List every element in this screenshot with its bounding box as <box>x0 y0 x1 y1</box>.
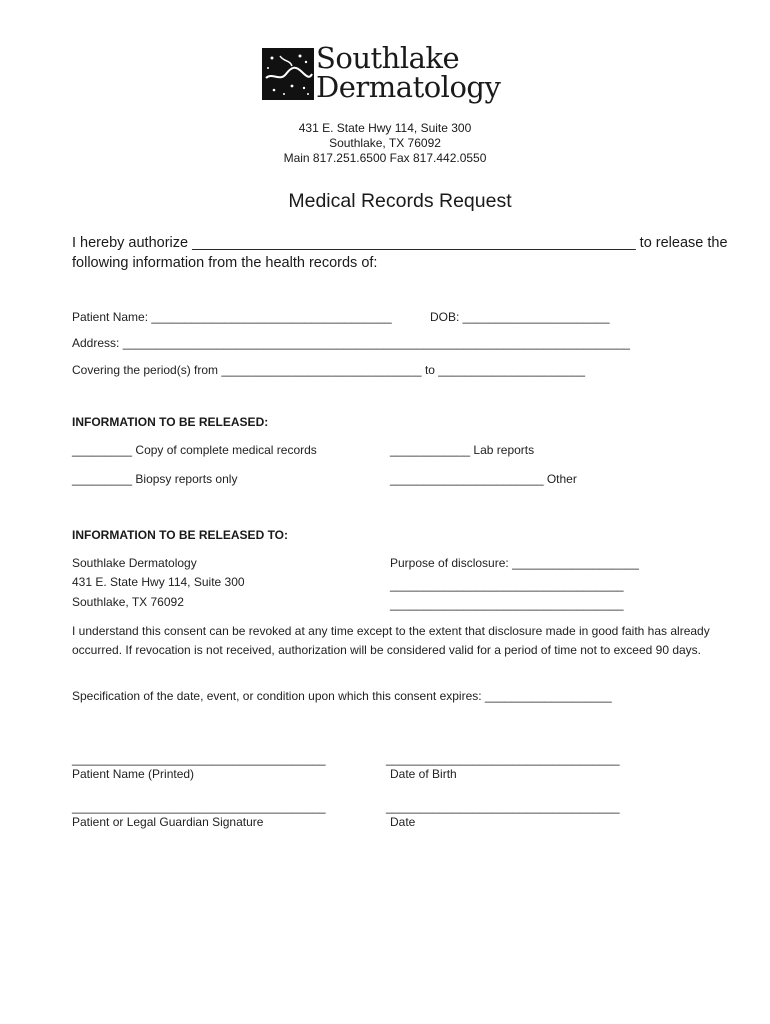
document-title: Medical Records Request <box>288 190 512 212</box>
release-item-lab: ____________ Lab reports <box>390 443 535 457</box>
purpose-blank-1: ___________________________________ <box>390 578 624 592</box>
release-to-org: Southlake Dermatology <box>72 556 197 570</box>
logo-line-1: Southlake <box>316 41 460 75</box>
purpose-field: Purpose of disclosure: ___________________ <box>390 556 639 570</box>
release-item-other: _______________________ Other <box>390 472 577 486</box>
release-heading: INFORMATION TO BE RELEASED: <box>72 415 269 429</box>
logo-mark-icon <box>262 48 314 100</box>
authorize-line-2: following information from the health records of: <box>72 255 378 271</box>
release-item-complete: _________ Copy of complete medical records <box>72 443 317 457</box>
printed-name-label: Patient Name (Printed) <box>72 767 195 781</box>
period-field: Covering the period(s) from ______________________________ to ______________________ <box>72 363 586 377</box>
consent-paragraph: I understand this consent can be revoked at any time except to the extent that disclosure made in good faith has already occurred. If revocation is not received, authorization will be considered valid for a period of time not to exceed 90 days. <box>72 624 710 657</box>
address-line-1: 431 E. State Hwy 114, Suite 300 <box>298 121 472 135</box>
patient-name-field: Patient Name: ____________________________________ <box>72 310 392 324</box>
printed-name-line: ______________________________________ <box>72 752 326 766</box>
release-to-city: Southlake, TX 76092 <box>72 595 184 609</box>
signature-line: ______________________________________ <box>72 800 326 814</box>
address-line-2: Southlake, TX 76092 <box>329 136 441 150</box>
logo-wordmark <box>316 41 501 104</box>
company-logo <box>262 41 542 106</box>
consent-expires-field: Specification of the date, event, or condition upon which this consent expires: ___________________ <box>72 689 612 703</box>
dob-label: Date of Birth <box>390 767 457 781</box>
date-label: Date <box>390 815 416 829</box>
logo-line-2: Dermatology <box>316 70 501 104</box>
signature-label: Patient or Legal Guardian Signature <box>72 815 264 829</box>
purpose-blank-2: ___________________________________ <box>390 597 624 611</box>
release-to-street: 431 E. State Hwy 114, Suite 300 <box>72 575 245 589</box>
dob-line: ___________________________________ <box>386 752 620 766</box>
release-to-heading: INFORMATION TO BE RELEASED TO: <box>72 528 289 542</box>
dob-field: DOB: ______________________ <box>430 310 610 324</box>
date-line: ___________________________________ <box>386 800 620 814</box>
address-field: Address: ____________________________________________________________________________ <box>72 336 630 350</box>
phone-fax-line: Main 817.251.6500 Fax 817.442.0550 <box>283 151 487 165</box>
authorize-line-1: I hereby authorize _______________________________________________________ to release the <box>72 235 728 251</box>
release-item-biopsy: _________ Biopsy reports only <box>72 472 238 486</box>
